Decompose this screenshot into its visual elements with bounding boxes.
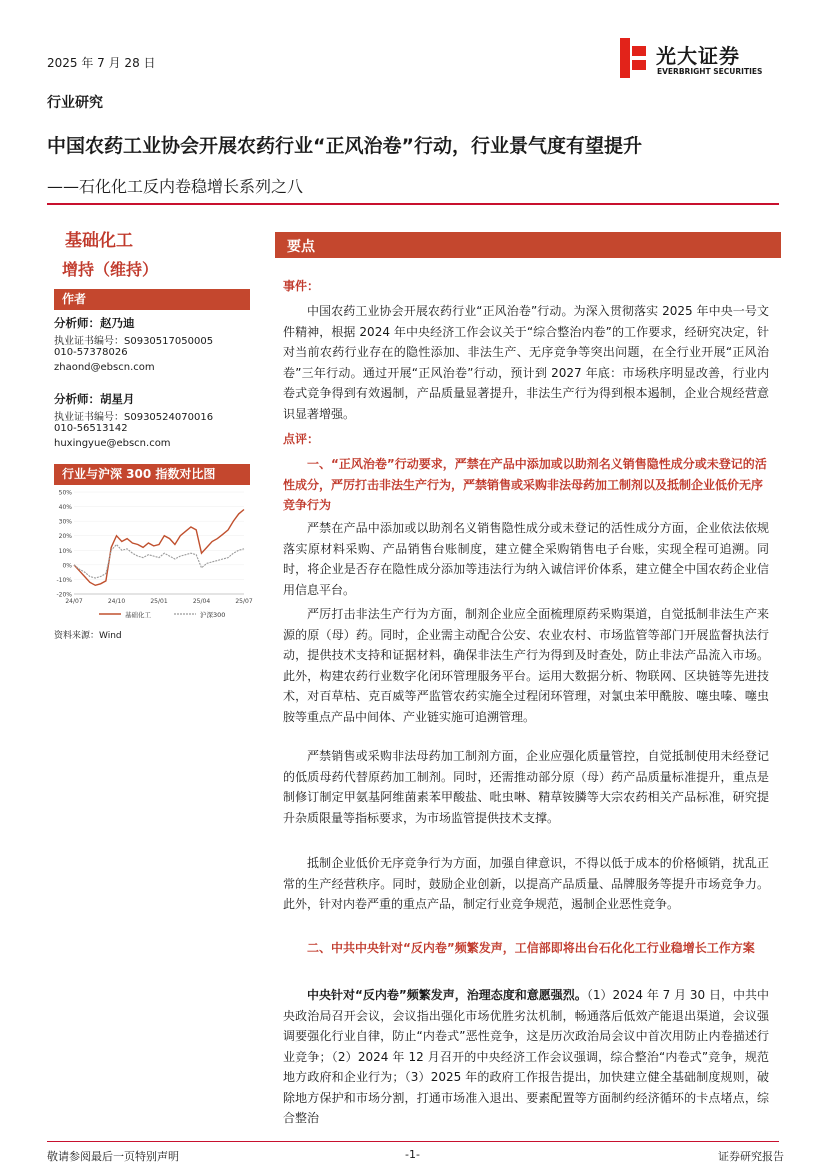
comment-label: 点评： [283, 432, 320, 446]
section2-text [283, 985, 769, 1129]
section1-text: 严厉打击非法生产行为方面，制剂企业应全面梳理原药采购渠道，自觉抵制非法生产来源的原（母）药。同时，企业需主动配合公安、农业农村、市场监管等部门开展监督执法行动，提供技术支持和证据材料，确保非法生产行为得到及时查处，防止非法产品流入市场。此外，构建农药行业数字化闭环管理服务平台。运用大数据分析、物联网、区块链等先进技术，对百草枯、克百威等严监管农药实施全过程闭环管理，对氯虫苯甲酰胺、噻虫嗪、噻虫胺等重点产品中间体、产业链实施可追溯管理。 [283, 607, 769, 724]
logo-chinese: 光大证券 [656, 44, 740, 68]
event-label: 事件： [283, 279, 320, 293]
legend-label: 基础化工 [125, 611, 151, 619]
keypoints-banner [275, 232, 781, 258]
series-line-hs300 [74, 545, 244, 579]
y-tick-label: 0% [62, 562, 72, 570]
x-tick-label: 25/01 [150, 598, 168, 605]
analyst-cert: 执业证书编号：S0930517050005 [54, 336, 214, 347]
y-tick-label: 40% [58, 504, 72, 512]
section1-heading: 一、“正风治卷”行动要求，严禁在产品中添加或以助剂名义销售隐性成分或未登记的活性成分，严厉打击非法生产行为，严禁销售或采购非法母药加工制剂以及抵制企业低价无序竞争行为 [283, 457, 767, 512]
event-text: 中国农药工业协会开展农药行业“正风治卷”行动。为深入贯彻落实 2025 年中央一号文件精神，根据 2024 年中央经济工作会议关于“综合整治内卷”的工作要求，经研究决定，针对当前农药行业存在的隐性添加、非法生产、无序竞争等突出问题，在全行业开展“正风治卷”三年行动。通过开展“正风治卷”行动，预计到 2027 年底：市场秩序明显改善，行业内卷式竞争得到有效遏制，产品质量显著提升，非法生产行为得到根本遏制，企业合规经营意识显著增强。 [283, 304, 769, 421]
sector-name: 基础化工 [65, 231, 133, 251]
legend-label: 沪深300 [200, 611, 226, 619]
section2-para [283, 985, 769, 1129]
section1-text: 抵制企业低价无序竞争行为方面，加强自律意识，不得以低于成本的价格倾销，扰乱正常的生产经营秩序。同时，鼓励企业创新，以提高产品质量、品牌服务等提升市场竞争力。此外，针对内卷严重的重点产品，制定行业竞争规范，遏制企业恶性竞争。 [283, 856, 769, 911]
y-tick-label: 20% [58, 533, 72, 541]
page-number: -1- [405, 1148, 420, 1161]
index-comparison-chart [54, 486, 253, 626]
x-tick-label: 24/10 [107, 598, 126, 605]
y-tick-label: -20% [56, 591, 72, 599]
logo-mark-icon [618, 38, 650, 78]
section1-para [283, 746, 769, 828]
footer-disclaimer[interactable]: 敬请参阅最后一页特别声明 [47, 1150, 179, 1163]
y-tick-label: -10% [56, 576, 72, 584]
event-paragraph [283, 301, 769, 424]
x-tick-label: 24/07 [65, 598, 83, 605]
section1-para [283, 604, 769, 727]
y-tick-label: 10% [58, 547, 72, 555]
report-title: 中国农药工业协会开展农药行业“正风治卷”行动，行业景气度有望提升 [47, 135, 642, 157]
header-divider [47, 203, 779, 205]
keypoints-label: 要点 [287, 239, 315, 255]
report-date: 2025 年 7 月 28 日 [47, 56, 156, 70]
report-subtitle: ——石化化工反内卷稳增长系列之八 [47, 177, 304, 196]
analyst-phone: 010-56513142 [54, 423, 128, 434]
section1-para [283, 853, 769, 915]
section2-heading: 二、中共中央针对“反内卷”频繁发声，工信部即将出台石化化工行业稳增长工作方案 [307, 941, 755, 955]
analyst-email[interactable]: huxingyue@ebscn.com [54, 438, 171, 449]
footer-divider [47, 1141, 779, 1142]
y-tick-label: 30% [58, 518, 72, 526]
x-tick-label: 25/04 [192, 598, 211, 605]
logo-english: EVERBRIGHT SECURITIES [657, 67, 763, 76]
analyst-phone: 010-57378026 [54, 347, 128, 358]
x-tick-label: 25/07 [235, 598, 253, 605]
rating: 增持（维持） [62, 260, 159, 279]
chart-svg [54, 486, 253, 626]
series-line-industry [74, 510, 244, 586]
analyst-name: 分析师：胡星月 [54, 392, 135, 406]
analyst-name: 分析师：赵乃迪 [54, 316, 135, 330]
authors-heading: 作者 [54, 289, 250, 310]
section2-body: （1）2024 年 7 月 30 日，中共中央政治局召开会议，会议指出强化市场优胜劣汰机制，畅通落后低效产能退出渠道，会议强调要强化行业自律，防止“内卷式”恶性竞争，这是历次政治局会议中首次用防止内卷描述行业竞争；（2）2024 年 12 月召开的中央经济工作会议强调，综合整治“内卷式”竞争，规范地方政府和企业行为；（3）2025 年的政府工作报告提出，加快建立健全基础制度规则，破除地方保护和市场分割，打通市场准入退出、要素配置等方面制约经济循环的卡点堵点，综合整治 [283, 988, 770, 1125]
footer-report-type: 证券研究报告 [718, 1150, 784, 1163]
section1-para [283, 518, 769, 600]
section1-text: 严禁销售或采购非法母药加工制剂方面，企业应强化质量管控，自觉抵制使用未经登记的低质母药代替原药加工制剂。同时，还需推动部分原（母）药产品质量标准提升，重点是制修订制定甲氨基阿维菌素苯甲酸盐、吡虫啉、精草铵膦等大宗农药相关产品标准，研究提升杂质限量等指标要求，为市场监管提供技术支撑。 [283, 749, 769, 825]
analyst-email[interactable]: zhaond@ebscn.com [54, 362, 155, 373]
y-tick-label: 50% [58, 489, 72, 497]
chart-heading: 行业与沪深 300 指数对比图 [54, 464, 250, 485]
chart-source: 资料来源：Wind [54, 631, 122, 641]
report-category: 行业研究 [47, 95, 103, 111]
company-logo [618, 38, 778, 84]
section1-text: 严禁在产品中添加或以助剂名义销售隐性成分或未登记的活性成分方面，企业依法依规落实原材料采购、产品销售台账制度，建立健全采购销售电子台账，实现全程可追溯。同时，将企业是否存在隐性成分添加等违法行为纳入诚信评价体系，建立健全中国农药企业信用信息平台。 [283, 521, 769, 597]
section2-bold: 中央针对“反内卷”频繁发声，治理态度和意愿强烈。 [307, 988, 587, 1002]
analyst-cert: 执业证书编号：S0930524070016 [54, 412, 214, 423]
